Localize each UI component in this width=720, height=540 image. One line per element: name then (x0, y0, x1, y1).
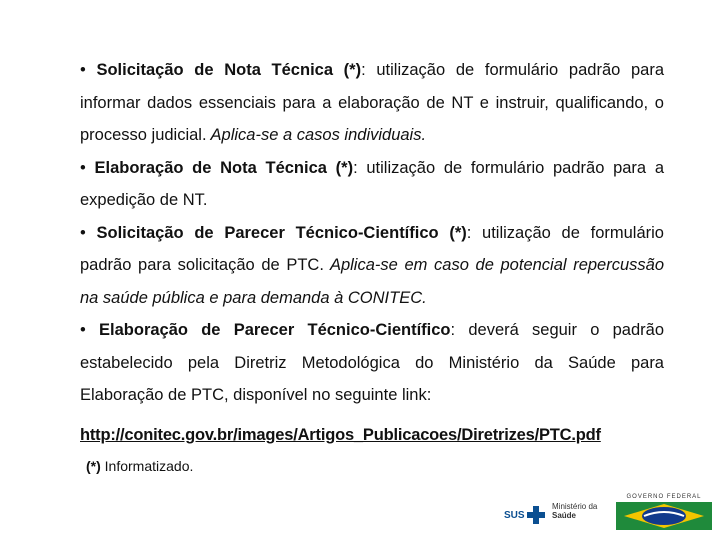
sus-logo (504, 498, 548, 528)
italic-note: Aplica-se a casos individuais. (206, 126, 427, 144)
ministry-line-2: Saúde (552, 511, 577, 520)
paragraph-solicitacao-nt (80, 54, 664, 152)
term-elaboracao-ptc: Elaboração de Parecer Técnico-Científico (99, 321, 451, 339)
bullet: • (80, 321, 100, 339)
footnote-marker: (*) (86, 458, 101, 474)
bullet: • (80, 223, 97, 242)
description: : deverá seguir o padrão estabelecido pela Diretriz Metodológica do Ministério da Saúde para Elaboração de PTC, disponível no seguinte link: (80, 321, 664, 404)
bullet: • (80, 61, 97, 79)
footnote (80, 455, 664, 477)
footer-logos (500, 494, 715, 530)
paragraph-elaboracao-nt (80, 152, 664, 217)
description: : utilização de formulário padrão para a expedição de NT. (80, 158, 664, 209)
governo-federal-logo (616, 494, 712, 530)
ministry-line-1: Ministério da (552, 502, 598, 511)
description: : utilização de formulário padrão para informar dados essenciais para a elaboração de NT e instruir, qualificando, o processo judicial. (80, 61, 665, 144)
sus-label: SUS (504, 510, 525, 521)
term-elaboracao-nt: Elaboração de Nota Técnica (*) (94, 158, 354, 177)
bullet: • (80, 158, 95, 177)
description: : utilização de formulário padrão para solicitação de PTC. (80, 223, 664, 274)
ministry-logo (552, 502, 602, 520)
governo-federal-label: GOVERNO FEDERAL (626, 494, 702, 500)
document-body (80, 54, 664, 477)
ptc-guideline-link[interactable]: http://conitec.gov.br/images/Artigos_Publicacoes/Diretrizes/PTC.pdf (80, 425, 601, 444)
paragraph-solicitacao-ptc (80, 217, 664, 315)
footnote-text: Informatizado. (100, 458, 194, 474)
term-solicitacao-nt: Solicitação de Nota Técnica (*) (96, 61, 362, 79)
italic-note: Aplica-se em caso de potencial repercussão na saúde pública e para demanda à CONITEC. (80, 256, 664, 307)
term-solicitacao-ptc: Solicitação de Parecer Técnico-Científico (*) (96, 223, 467, 242)
paragraph-elaboracao-ptc (80, 314, 664, 412)
